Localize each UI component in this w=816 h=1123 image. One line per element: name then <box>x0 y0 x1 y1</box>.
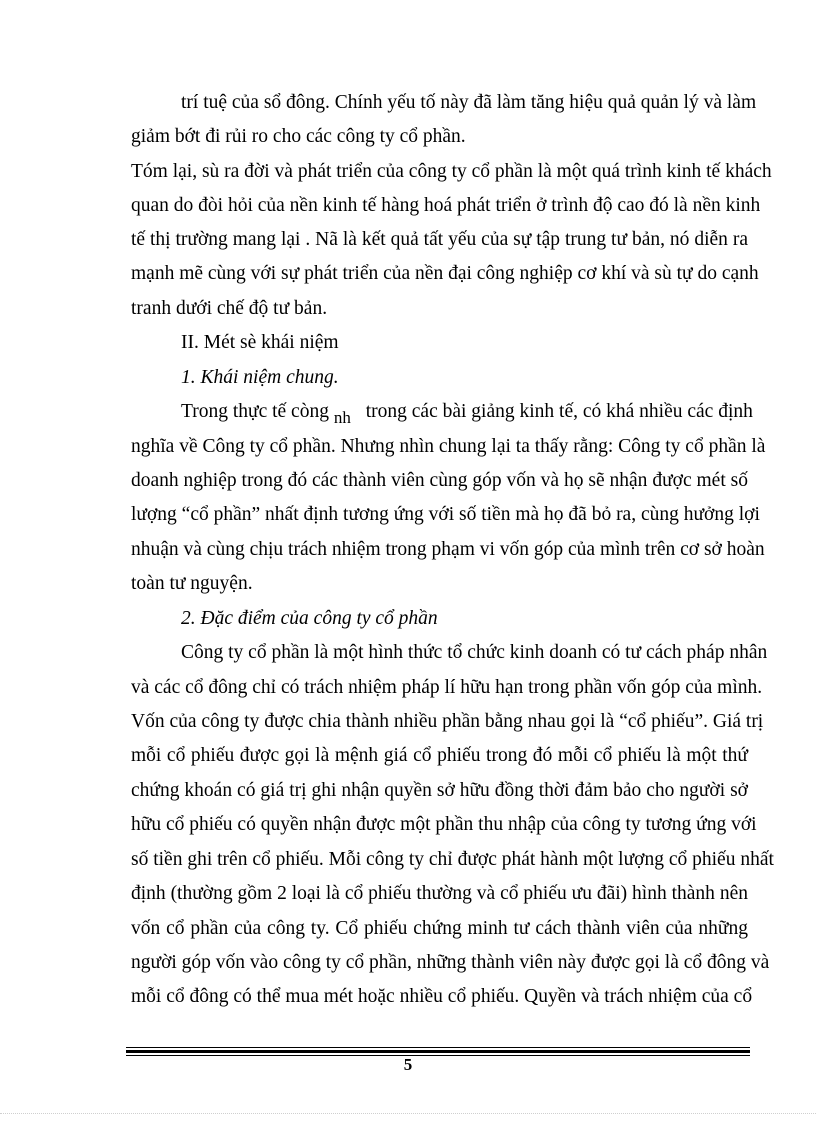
footer-rule-thin-top <box>126 1047 750 1048</box>
definition-line-1-subscript: nh <box>333 408 351 427</box>
paragraph-1-line-1: trí tuệ của sổ đông. Chính yếu tố này đã làm tăng hiệu quả quản lý và làm <box>181 92 757 113</box>
paragraph-characteristics-line-6: hữu cổ phiếu có quyền nhận được một phần thu nhập của công ty tương ứng với <box>131 814 757 835</box>
paragraph-summary-line-3: tế thị trường mang lại . Nã là kết quả tất yếu của sự tập trung tư bản, nó diễn ra <box>131 229 748 250</box>
paragraph-definition-line-4: lượng “cổ phần” nhất định tương ứng với số tiền mà họ đã bỏ ra, cùng hưởng lợi <box>131 504 760 525</box>
paragraph-characteristics-line-5: chứng khoán có giá trị ghi nhận quyền sở hữu đồng thời đảm bảo cho người sở <box>131 780 748 801</box>
paragraph-characteristics-line-8: định (thường gồm 2 loại là cổ phiếu thường và cổ phiếu ưu đãi) hình thành nên <box>131 883 748 904</box>
subheading-characteristics: 2. Đặc điểm của công ty cổ phần <box>181 608 438 629</box>
definition-line-1-end: trong các bài giảng kinh tế, có khá nhiều các định <box>365 401 753 422</box>
paragraph-definition-line-5: nhuận và cùng chịu trách nhiệm trong phạm vi vốn góp của mình trên cơ sở hoàn <box>131 539 765 560</box>
paragraph-characteristics-line-11: mỗi cổ đông có thể mua mét hoặc nhiều cổ phiếu. Quyền và trách nhiệm của cổ <box>131 986 753 1007</box>
paragraph-characteristics-line-3: Vốn của công ty được chia thành nhiều phần bằng nhau gọi là “cổ phiếu”. Giá trị <box>131 711 764 732</box>
paragraph-definition-line-3: doanh nghiệp trong đó các thành viên cùng góp vốn và họ sẽ nhận được mét số <box>131 470 748 491</box>
paragraph-characteristics-line-2: và các cổ đông chỉ có trách nhiệm pháp lí hữu hạn trong phần vốn góp của mình. <box>131 677 763 698</box>
paragraph-1-line-2: giảm bớt đi rủi ro cho các công ty cổ phần. <box>131 126 466 147</box>
paragraph-summary-line-2: quan do đòi hỏi của nền kinh tế hàng hoá phát triển ở trình độ cao đó là nền kinh <box>131 195 761 216</box>
paragraph-characteristics-line-4: mỗi cổ phiếu được gọi là mệnh giá cổ phiếu trong đó mỗi cổ phiếu là một thứ <box>131 745 748 766</box>
page-number: 5 <box>403 1055 413 1074</box>
page-bottom-dotted-edge <box>0 1113 816 1114</box>
paragraph-characteristics-line-1: Công ty cổ phần là một hình thức tổ chức kinh doanh có tư cách pháp nhân <box>181 642 768 663</box>
paragraph-summary-line-4: mạnh mẽ cùng với sự phát triển của nền đại công nghiệp cơ khí và sù tự do cạnh <box>131 263 759 284</box>
paragraph-definition-line-1 <box>181 395 753 429</box>
paragraph-definition-line-6: toàn tư nguyện. <box>131 573 253 594</box>
paragraph-characteristics-line-10: người góp vốn vào công ty cổ phần, những thành viên này được gọi là cổ đông và <box>131 952 770 973</box>
paragraph-definition-line-2: nghĩa về Công ty cổ phần. Nhưng nhìn chung lại ta thấy rằng: Công ty cổ phần là <box>131 436 766 457</box>
footer-rule-thick <box>126 1050 750 1053</box>
paragraph-summary-line-1: Tóm lại, sù ra đời và phát triển của công ty cổ phần là một quá trình kinh tế khách <box>131 161 772 182</box>
paragraph-characteristics-line-7: số tiền ghi trên cổ phiếu. Mỗi công ty chỉ được phát hành một lượng cổ phiếu nhất <box>131 849 774 870</box>
paragraph-characteristics-line-9: vốn cổ phần của công ty. Cổ phiếu chứng minh tư cách thành viên của những <box>131 918 748 939</box>
section-heading-ii: II. Mét sè khái niệm <box>181 332 339 353</box>
subheading-general-concept: 1. Khái niệm chung. <box>181 367 339 388</box>
paragraph-summary-line-5: tranh dưới chế độ tư bản. <box>131 298 328 319</box>
definition-line-1-start: Trong thực tế còng <box>181 401 329 422</box>
